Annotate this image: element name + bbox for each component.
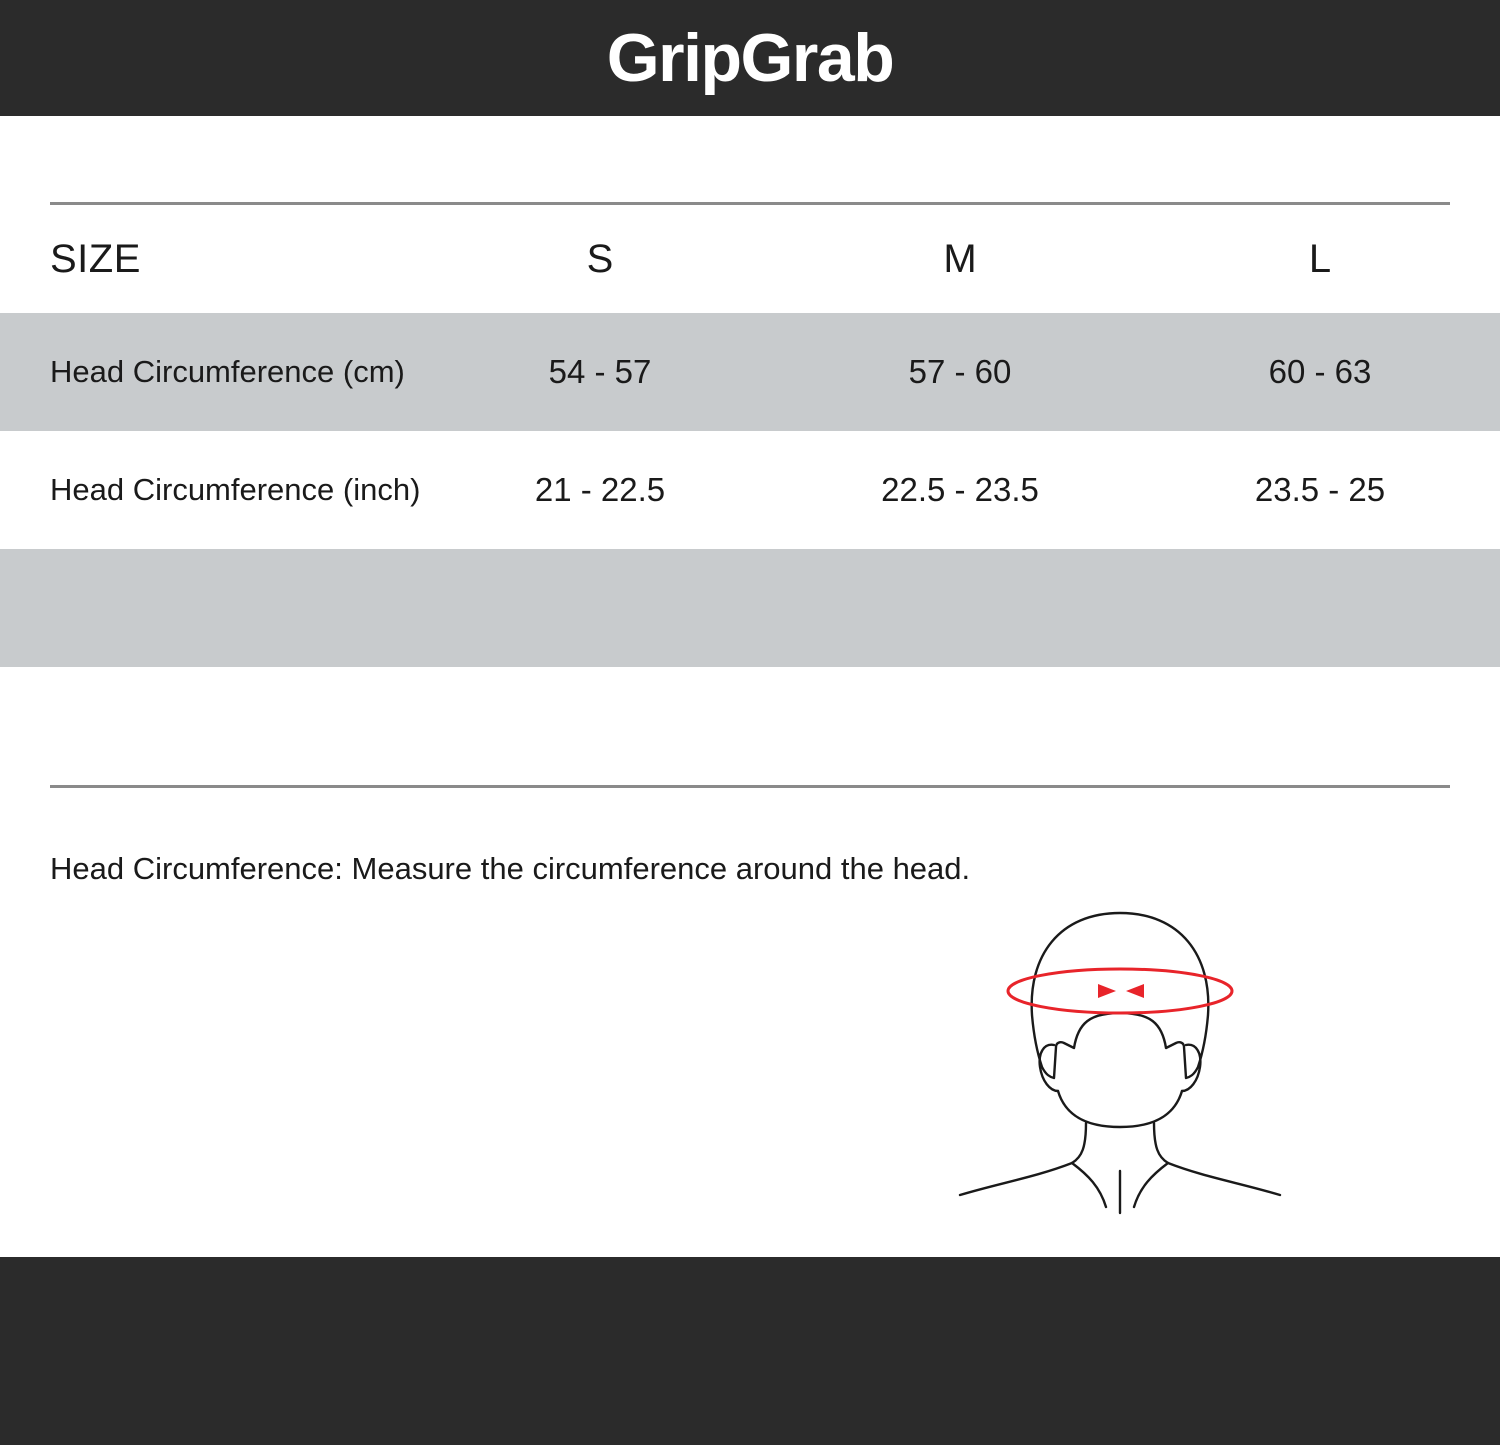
cell-inch-s: 21 - 22.5 <box>534 471 666 508</box>
table-row <box>0 313 1500 431</box>
head-measurement-diagram <box>940 895 1300 1215</box>
table-header-size: SIZE <box>50 236 141 281</box>
table-empty-row <box>0 549 1500 667</box>
row-label-head-circumference-cm: Head Circumference (cm) <box>50 354 405 389</box>
empty-cell <box>780 549 1140 667</box>
cell-inch-m: 22.5 - 23.5 <box>881 471 1039 508</box>
size-chart-section <box>0 202 1500 667</box>
cell-cm-l: 60 - 63 <box>1268 353 1372 390</box>
instructions-text: Head Circumference: Measure the circumference around the head. <box>50 851 971 886</box>
row-label-head-circumference-inch: Head Circumference (inch) <box>50 472 421 507</box>
header-bar <box>0 0 1500 116</box>
cell-cm-m: 57 - 60 <box>908 353 1012 390</box>
table-header-row <box>0 205 1500 313</box>
empty-cell <box>1140 549 1500 667</box>
table-header-col-l: L <box>1308 236 1332 281</box>
empty-cell <box>0 549 420 667</box>
brand-logo: GripGrab <box>606 20 894 96</box>
empty-cell <box>420 549 780 667</box>
size-table <box>0 205 1500 667</box>
cell-inch-l: 23.5 - 25 <box>1254 471 1386 508</box>
table-row <box>0 431 1500 549</box>
table-header-col-m: M <box>943 236 977 281</box>
cell-cm-s: 54 - 57 <box>548 353 652 390</box>
footer-bar <box>0 1257 1500 1445</box>
table-header-col-s: S <box>586 236 614 281</box>
